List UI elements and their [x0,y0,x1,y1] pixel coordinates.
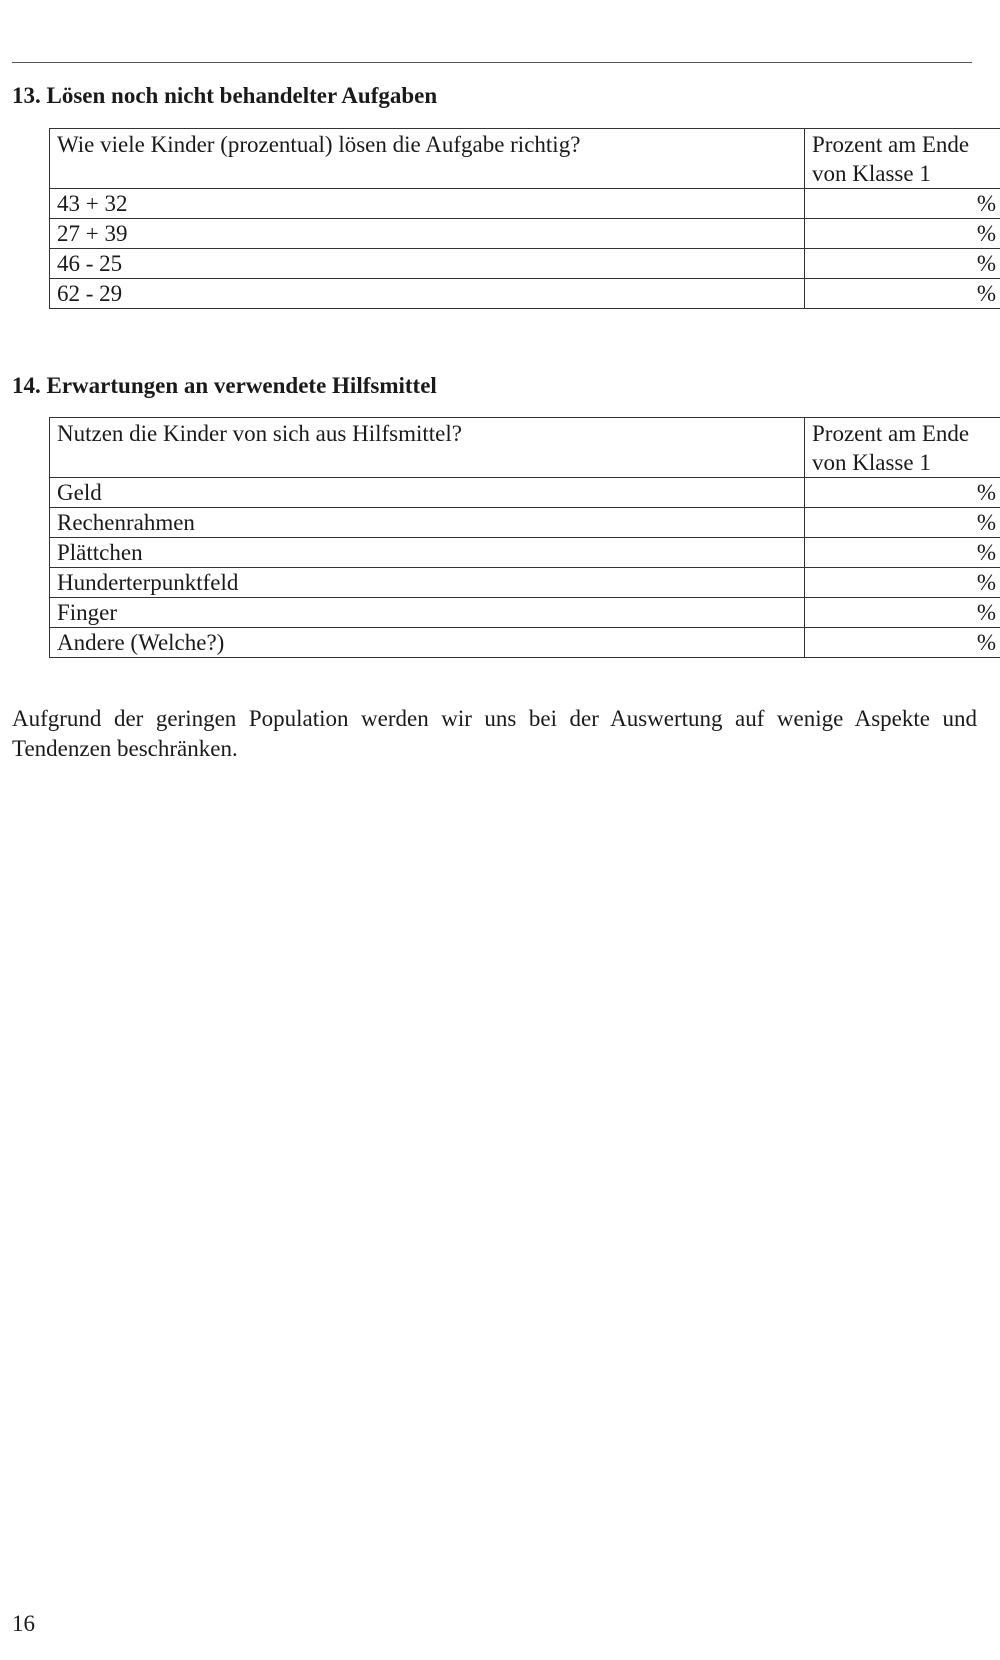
section-14-heading: 14. Erwartungen an verwendete Hilfsmittel [12,373,437,398]
top-rule [12,62,972,63]
table-row [50,249,1000,279]
table-row [50,219,1000,249]
percent-cell: % [805,279,1000,309]
percent-cell: % [805,189,1000,219]
percent-cell: % [805,508,1000,538]
table-row [50,598,1000,628]
body-paragraph: Aufgrund der geringen Population werden wir uns bei der Auswertung auf wenige Aspekte und Tendenzen beschränken. [12,706,977,761]
percent-cell: % [805,568,1000,598]
row-label: 27 + 39 [50,219,805,249]
section-13-table [49,128,1000,309]
section-13-heading: 13. Lösen noch nicht behandelter Aufgaben [12,83,438,108]
table-header-row [50,418,1000,478]
row-label: 43 + 32 [50,189,805,219]
page-number: 16 [12,1611,35,1636]
table-row [50,628,1000,658]
percent-cell: % [805,538,1000,568]
percent-cell: % [805,628,1000,658]
percent-cell: % [805,598,1000,628]
row-label: Geld [50,478,805,508]
table-row [50,189,1000,219]
percent-cell: % [805,478,1000,508]
percent-cell: % [805,219,1000,249]
table-header-row [50,129,1000,189]
row-label: Andere (Welche?) [50,628,805,658]
row-label: Hunderterpunktfeld [50,568,805,598]
table-row [50,538,1000,568]
table-row [50,568,1000,598]
table-row [50,279,1000,309]
table-row [50,508,1000,538]
question-cell: Nutzen die Kinder von sich aus Hilfsmittel? [50,418,805,478]
column-header-cell: Prozent am Ende von Klasse 1 [805,418,1000,478]
row-label: Finger [50,598,805,628]
row-label: Rechenrahmen [50,508,805,538]
row-label: 62 - 29 [50,279,805,309]
column-header-cell: Prozent am Ende von Klasse 1 [805,129,1000,189]
row-label: Plättchen [50,538,805,568]
percent-cell: % [805,249,1000,279]
question-cell: Wie viele Kinder (prozentual) lösen die Aufgabe richtig? [50,129,805,189]
section-14-table [49,417,1000,658]
row-label: 46 - 25 [50,249,805,279]
table-row [50,478,1000,508]
